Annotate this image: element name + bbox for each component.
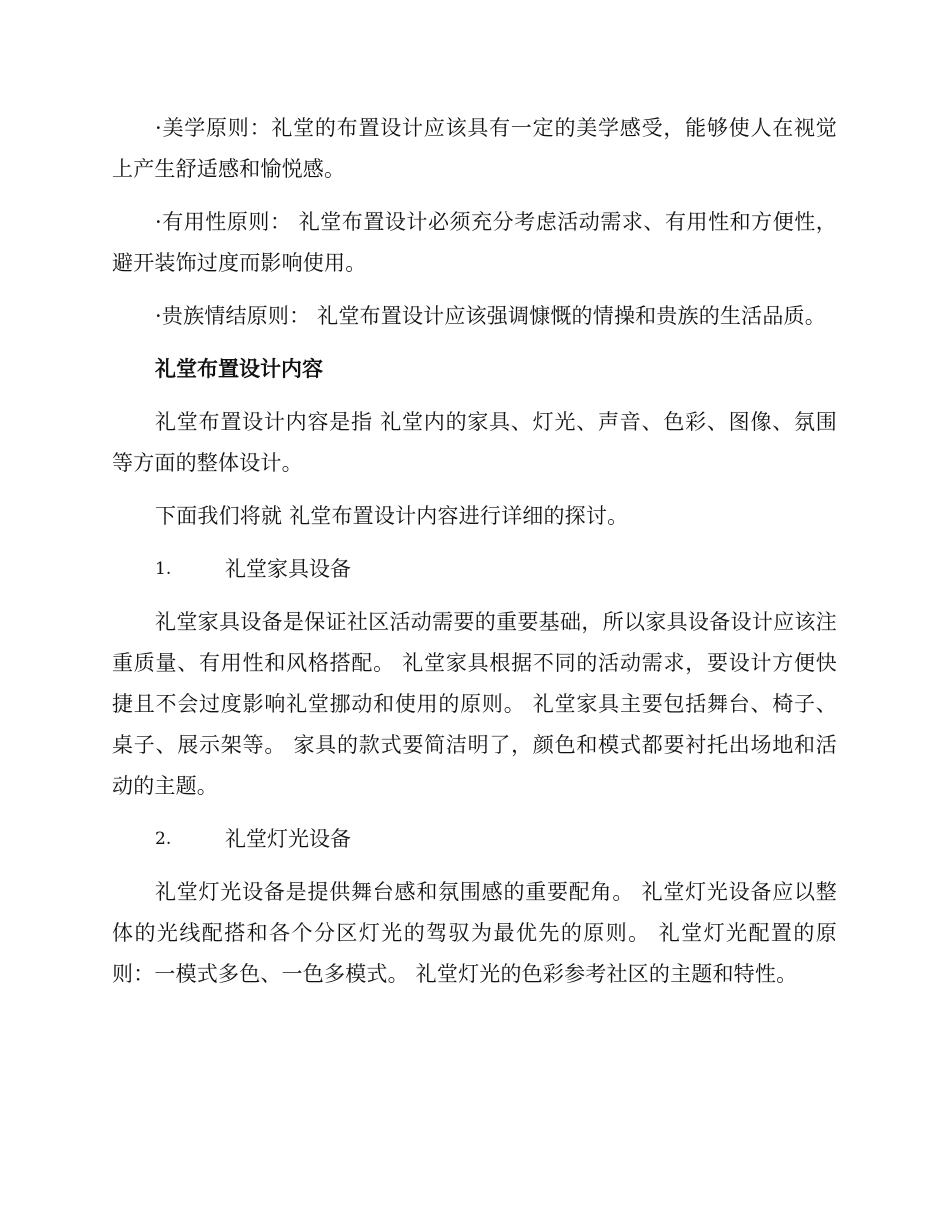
list-item-lighting (112, 819, 837, 860)
list-number: 1. (155, 559, 172, 579)
list-title: 礼堂灯光设备 (225, 827, 351, 851)
section-heading: 礼堂布置设计内容 (155, 357, 323, 381)
furniture-paragraph: 礼堂家具设备是保证社区活动需要的重要基础，所以家具设备设计应该注重质量、有用性和风格搭配。 礼堂家具根据不同的活动需求，要设计方便快捷且不会过度影响礼堂挪动和使用的原则。 礼堂家具主要包括舞台、椅子、桌子、展示架等。 家具的款式要简洁明了，颜色和模式都要衬托出场地和活动的主题。 (112, 610, 837, 798)
lighting-paragraph: 礼堂灯光设备是提供舞台感和氛围感的重要配角。 礼堂灯光设备应以整体的光线配搭和各个分区灯光的驾驭为最优先的原则。 礼堂灯光配置的原则：一模式多色、一色多模式。 礼堂灯光的色彩参考社区的主题和特性。 (112, 880, 837, 986)
principle-nobility: ·贵族情结原则： 礼堂布置设计应该强调慷慨的情操和贵族的生活品质。 (155, 304, 826, 328)
principle-aesthetics: ·美学原则：礼堂的布置设计应该具有一定的美学感受，能够使人在视觉上产生舒适感和愉悦感。 (112, 116, 837, 181)
document-page (112, 108, 837, 1007)
list-item-furniture (112, 549, 837, 590)
content-lead: 下面我们将就 礼堂布置设计内容进行详细的探讨。 (155, 504, 629, 528)
list-title: 礼堂家具设备 (225, 557, 351, 581)
content-intro: 礼堂布置设计内容是指 礼堂内的家具、灯光、声音、色彩、图像、氛围等方面的整体设计。 (112, 410, 837, 475)
list-number: 2. (155, 829, 172, 849)
principle-usefulness: ·有用性原则： 礼堂布置设计必须充分考虑活动需求、有用性和方便性，避开装饰过度而影响使用。 (112, 210, 837, 275)
